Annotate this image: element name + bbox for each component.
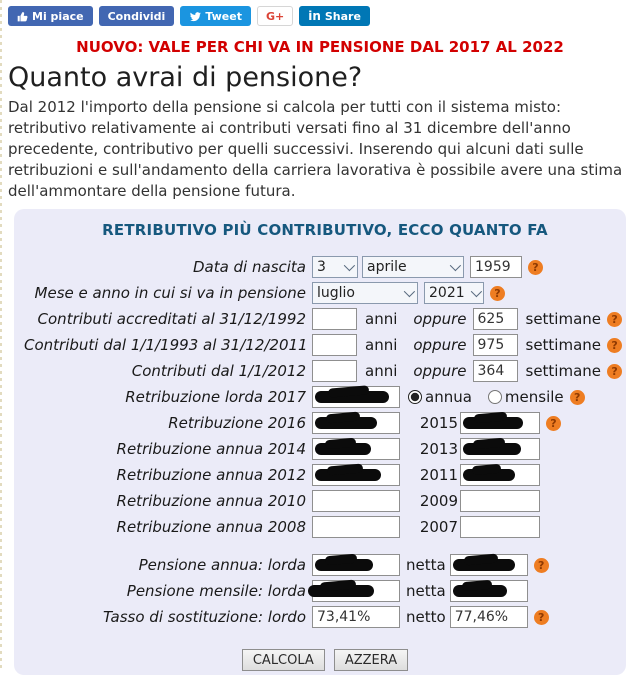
netto-label: netto xyxy=(406,608,446,626)
help-icon[interactable] xyxy=(546,416,561,431)
form-buttons-row xyxy=(24,649,626,671)
salary-2011-input[interactable] xyxy=(460,464,540,486)
salary-2016-input-box xyxy=(312,412,400,434)
tasso-netto-input[interactable] xyxy=(450,606,528,628)
google-plus-button[interactable] xyxy=(257,6,293,26)
salary-2008-label: Retribuzione annua 2008 xyxy=(116,518,306,536)
pension-mensile-netta-box xyxy=(450,580,528,602)
salary-2014-input-box xyxy=(312,438,400,460)
salary-2008-input[interactable] xyxy=(312,516,400,538)
pension-mensile-label: Pensione mensile: lorda xyxy=(126,582,306,600)
tweet-button[interactable] xyxy=(180,6,251,26)
year-2009-label: 2009 xyxy=(419,492,458,510)
pension-annua-lorda-input[interactable] xyxy=(312,554,400,576)
panel-header: RETRIBUTIVO PIÙ CONTRIBUTIVO, ECCO QUANTO FA xyxy=(102,221,548,239)
oppure-label: oppure xyxy=(413,362,467,380)
oppure-label: oppure xyxy=(413,336,467,354)
netta-label: netta xyxy=(406,556,446,574)
facebook-like-button[interactable] xyxy=(8,6,93,26)
birth-month-select[interactable] xyxy=(362,256,464,278)
linkedin-share-label: Share xyxy=(324,9,361,23)
facebook-share-button[interactable] xyxy=(99,6,175,26)
contrib-1993-2011-label: Contributi dal 1/1/1993 al 31/12/2011 xyxy=(24,336,308,354)
salary-2016-2015-row xyxy=(24,412,626,434)
mensile-label: mensile xyxy=(504,388,564,406)
linkedin-icon: in xyxy=(308,9,321,23)
tasso-sostituzione-row xyxy=(24,606,626,628)
thumbs-up-icon xyxy=(17,11,28,22)
mensile-radio[interactable] xyxy=(488,390,502,404)
contrib-1992-settimane-input[interactable] xyxy=(473,308,518,330)
year-2007-label: 2007 xyxy=(419,518,458,536)
intro-paragraph: Dal 2012 l'importo della pensione si calcola per tutti con il sistema misto: retributivo relativamente ai contributi versati fino al 31 dicembre dell'anno precedente, contributivo per quelli successivi. Inserendo qui alcuni dati sulle retribuzioni e sull'andamento della carriera lavorativa è possibile avere una stima dell'ammontare della pensione futura. xyxy=(8,98,623,200)
salary-2014-label: Retribuzione annua 2014 xyxy=(116,440,306,458)
help-icon[interactable] xyxy=(607,312,622,327)
contrib-1993-2011-anni-input[interactable] xyxy=(312,334,357,356)
tweet-label: Tweet xyxy=(205,9,242,23)
settimane-label: settimane xyxy=(525,310,602,328)
birth-month-value: aprile xyxy=(367,259,407,275)
contrib-1993-2011-row xyxy=(24,334,626,356)
year-2011-label: 2011 xyxy=(419,466,458,484)
annua-radio[interactable] xyxy=(408,390,422,404)
birth-date-row xyxy=(24,256,626,278)
contrib-1992-row xyxy=(24,308,626,330)
salary-2010-2009-row xyxy=(24,490,626,512)
contrib-2012-anni-input[interactable] xyxy=(312,360,357,382)
help-icon[interactable] xyxy=(528,260,543,275)
pension-mensile-lorda-box xyxy=(312,580,400,602)
salary-2017-label: Retribuzione lorda 2017 xyxy=(125,388,306,406)
contrib-2012-label: Contributi dal 1/1/2012 xyxy=(131,362,306,380)
salary-2012-input-box xyxy=(312,464,400,486)
retirement-month-select[interactable] xyxy=(312,282,418,304)
page-left-edge xyxy=(0,0,2,670)
salary-2016-input[interactable] xyxy=(312,412,400,434)
birth-day-select[interactable] xyxy=(312,256,358,278)
netta-label: netta xyxy=(406,582,446,600)
google-plus-label: G+ xyxy=(265,9,285,23)
tasso-lordo-input[interactable] xyxy=(312,606,400,628)
salary-2017-input-box xyxy=(312,386,400,408)
chevron-down-icon xyxy=(404,286,415,297)
chevron-down-icon xyxy=(450,260,461,271)
salary-2008-2007-row xyxy=(24,516,626,538)
salary-2009-input[interactable] xyxy=(460,490,540,512)
retirement-month-value: luglio xyxy=(317,285,355,301)
facebook-share-label: Condividi xyxy=(107,9,166,23)
year-2015-label: 2015 xyxy=(419,414,458,432)
salary-2015-input[interactable] xyxy=(460,412,540,434)
retirement-date-row xyxy=(24,282,626,304)
pension-mensile-row xyxy=(24,580,626,602)
pension-annua-netta-input[interactable] xyxy=(450,554,528,576)
help-icon[interactable] xyxy=(534,610,549,625)
pension-mensile-netta-input[interactable] xyxy=(450,580,528,602)
help-icon[interactable] xyxy=(534,558,549,573)
salary-2010-label: Retribuzione annua 2010 xyxy=(116,492,306,510)
anni-label: anni xyxy=(365,310,398,328)
retirement-year-select[interactable] xyxy=(424,282,484,304)
contrib-2012-settimane-input[interactable] xyxy=(473,360,518,382)
annua-label: annua xyxy=(425,388,472,406)
oppure-label: oppure xyxy=(413,310,467,328)
help-icon[interactable] xyxy=(490,286,505,301)
pension-calculator-panel xyxy=(14,209,626,675)
salary-2016-label: Retribuzione 2016 xyxy=(168,414,306,432)
help-icon[interactable] xyxy=(570,390,585,405)
twitter-bird-icon xyxy=(189,10,201,22)
share-bar xyxy=(0,0,640,27)
salary-2012-2011-row xyxy=(24,464,626,486)
year-2013-label: 2013 xyxy=(419,440,458,458)
pension-annua-netta-box xyxy=(450,554,528,576)
anni-label: anni xyxy=(365,336,398,354)
chevron-down-icon xyxy=(470,286,481,297)
contrib-1992-label: Contributi accreditati al 31/12/1992 xyxy=(37,310,306,328)
help-icon[interactable] xyxy=(607,338,622,353)
salary-2013-input-box xyxy=(460,438,540,460)
pension-annua-row xyxy=(24,554,626,576)
salary-2014-input[interactable] xyxy=(312,438,400,460)
retirement-date-label: Mese e anno in cui si va in pensione xyxy=(34,284,306,302)
salary-2014-2013-row xyxy=(24,438,626,460)
linkedin-share-button[interactable] xyxy=(299,6,370,26)
pension-annua-lorda-box xyxy=(312,554,400,576)
salary-2012-input[interactable] xyxy=(312,464,400,486)
azzera-button[interactable]: AZZERA xyxy=(334,649,408,671)
contrib-1992-anni-input[interactable] xyxy=(312,308,357,330)
salary-2017-row xyxy=(24,386,626,408)
chevron-down-icon xyxy=(344,260,355,271)
salary-2012-label: Retribuzione annua 2012 xyxy=(116,466,306,484)
retirement-year-value: 2021 xyxy=(429,285,465,301)
settimane-label: settimane xyxy=(525,362,602,380)
birth-day-value: 3 xyxy=(317,259,326,275)
salary-2017-input[interactable] xyxy=(312,386,400,408)
contrib-2012-row xyxy=(24,360,626,382)
facebook-like-label: Mi piace xyxy=(32,9,84,23)
help-icon[interactable] xyxy=(607,364,622,379)
calcola-button[interactable]: CALCOLA xyxy=(242,649,325,671)
tasso-label: Tasso di sostituzione: lordo xyxy=(102,608,306,626)
pension-mensile-lorda-input[interactable] xyxy=(312,580,400,602)
salary-2007-input[interactable] xyxy=(460,516,540,538)
anni-label: anni xyxy=(365,362,398,380)
pension-annua-label: Pensione annua: lorda xyxy=(138,556,306,574)
salary-2010-input[interactable] xyxy=(312,490,400,512)
birth-year-input[interactable] xyxy=(470,256,522,278)
settimane-label: settimane xyxy=(525,336,602,354)
contrib-1993-2011-settimane-input[interactable] xyxy=(473,334,518,356)
page-title: Quanto avrai di pensione? xyxy=(8,62,363,93)
salary-2011-input-box xyxy=(460,464,540,486)
promo-banner: NUOVO: VALE PER CHI VA IN PENSIONE DAL 2017 AL 2022 xyxy=(76,38,564,56)
birth-date-label: Data di nascita xyxy=(192,258,306,276)
salary-2015-input-box xyxy=(460,412,540,434)
salary-2013-input[interactable] xyxy=(460,438,540,460)
